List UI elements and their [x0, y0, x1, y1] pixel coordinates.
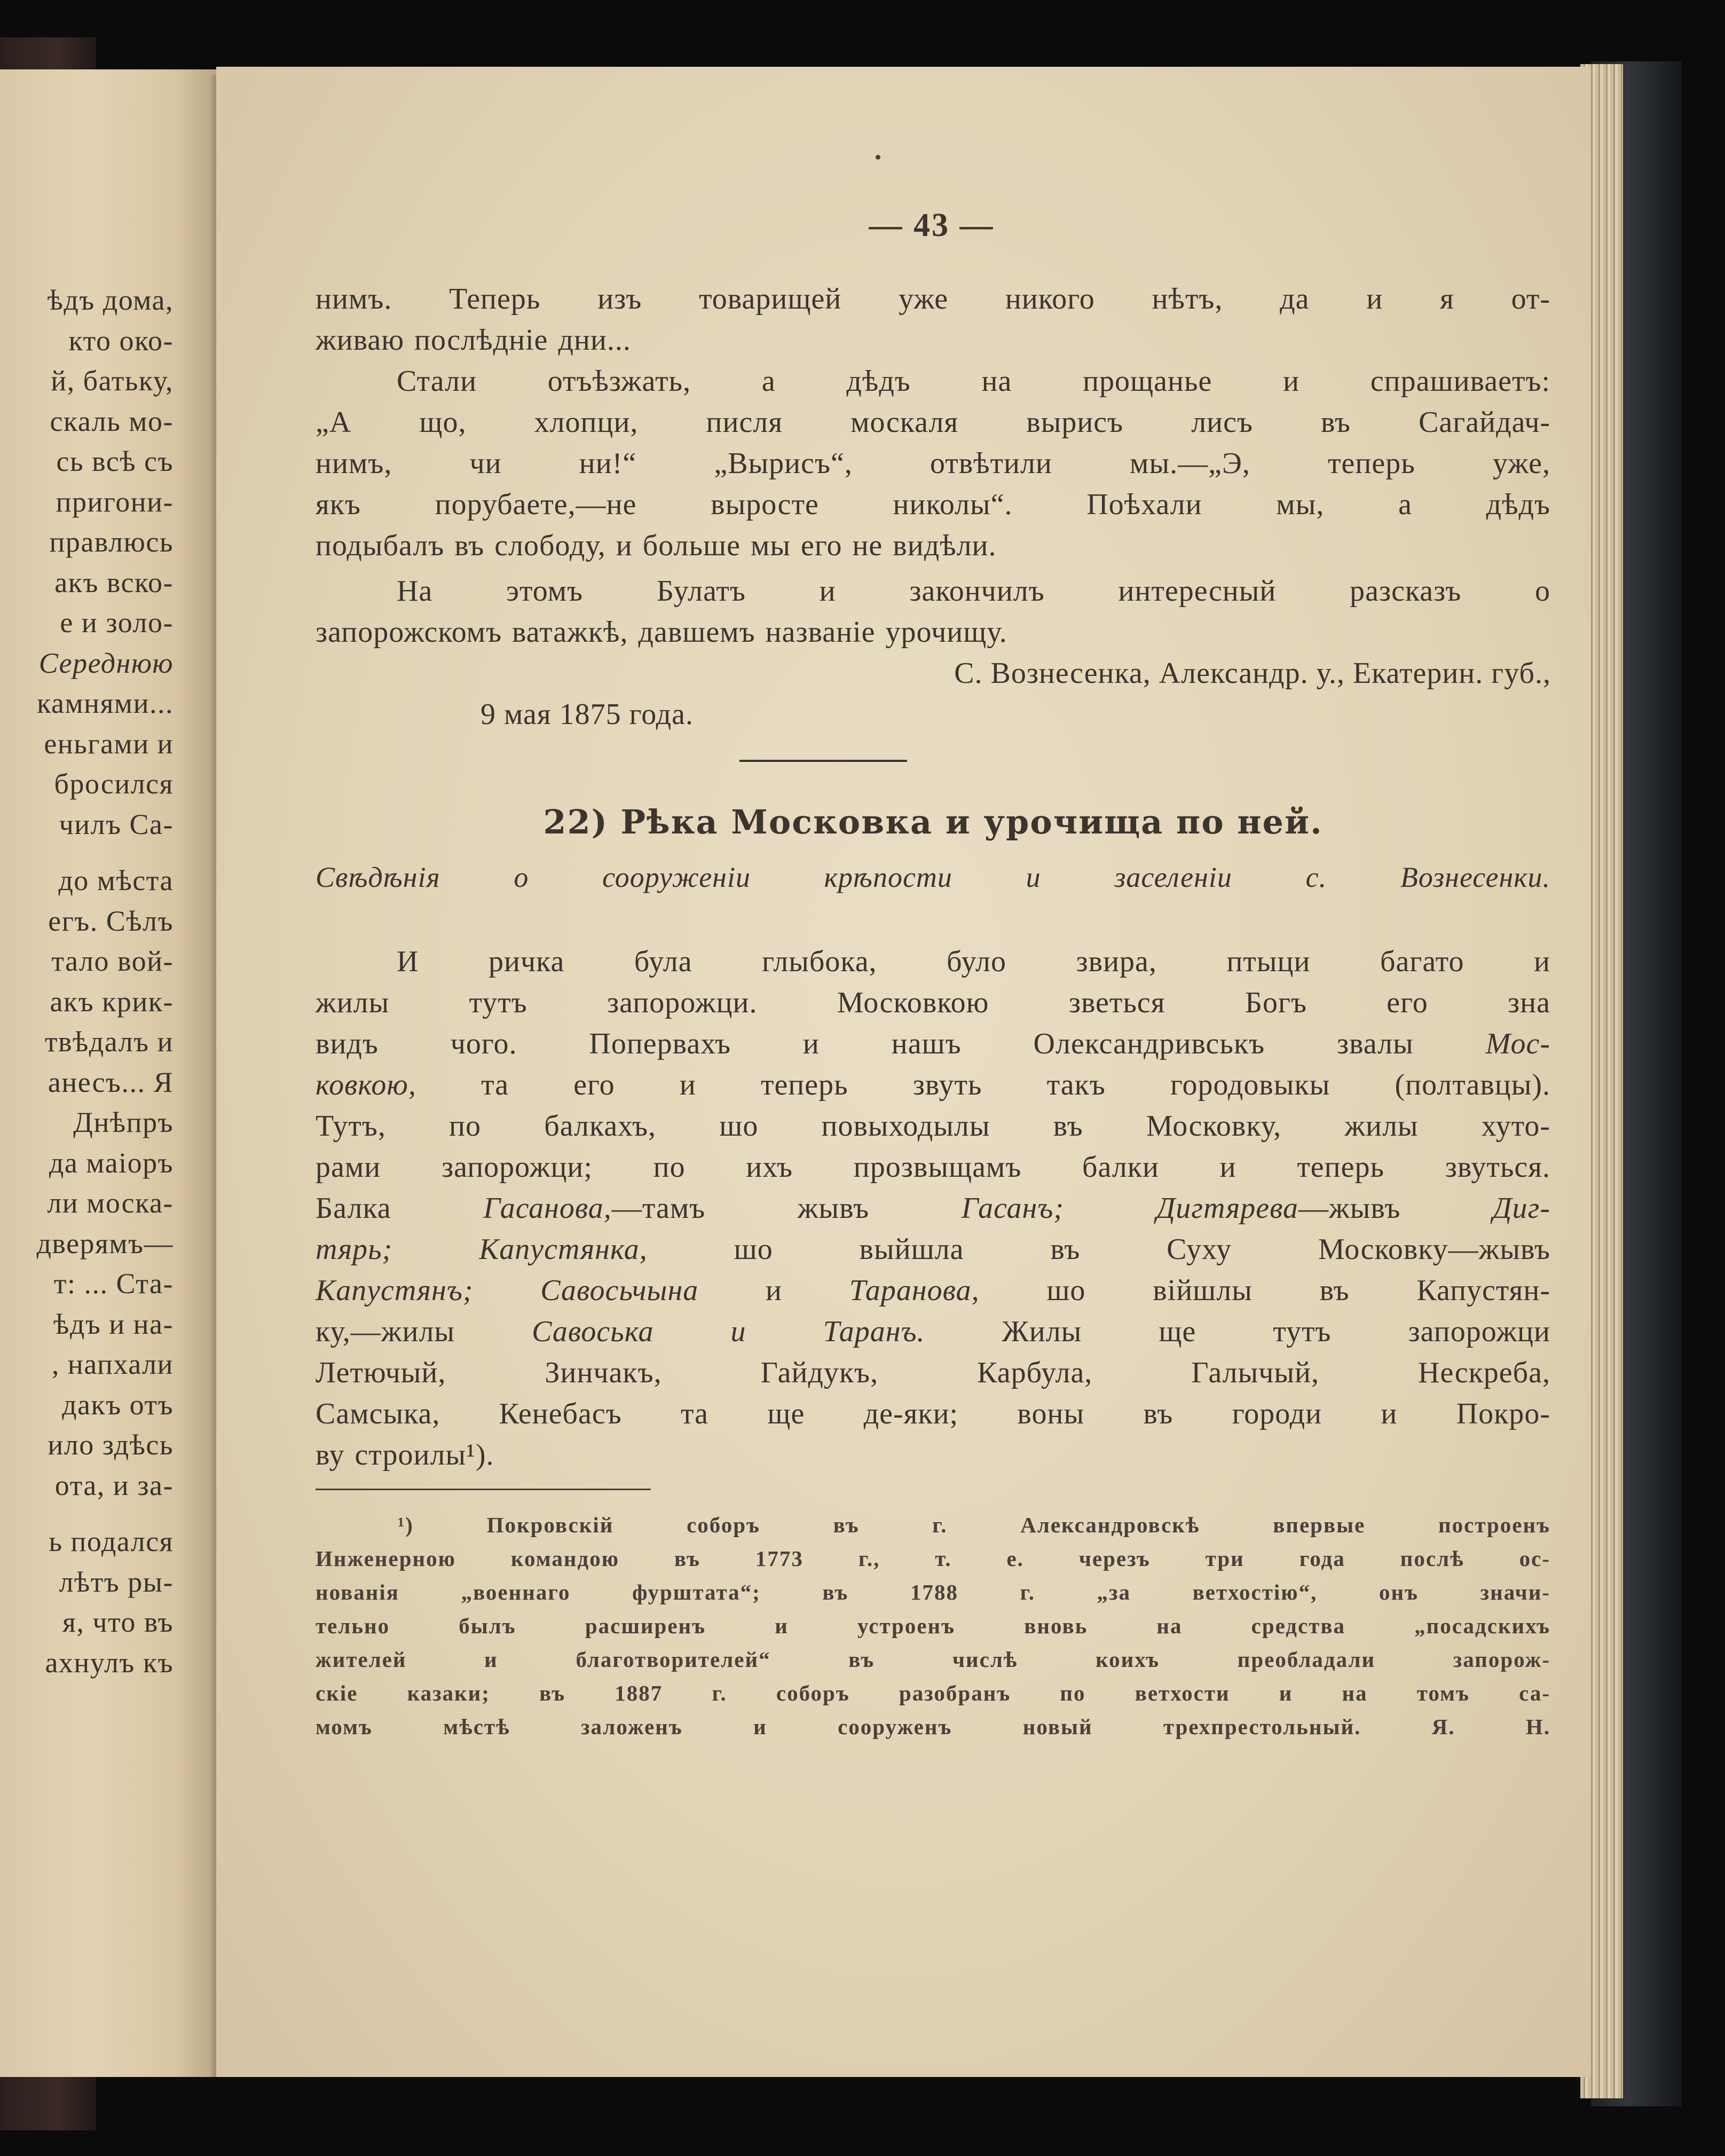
left-line: акъ крик-: [50, 985, 174, 1018]
section-title: 22) Рѣка Московка и урочища по ней.: [543, 802, 1323, 841]
italic-run: Диг-: [1492, 1192, 1551, 1225]
left-line: сь всѣ съ: [56, 445, 174, 477]
text-line: [316, 1024, 1550, 1065]
left-page: [0, 69, 219, 2077]
footnote-line: нованія „военнаго фурштата“; въ 1788 г. „за ветхостію“, онъ значи-: [316, 1580, 1550, 1604]
text-line: [316, 1229, 1550, 1270]
left-line: кто око-: [68, 324, 174, 357]
left-line: чилъ Са-: [59, 808, 174, 840]
text-line: нимъ, чи ни!“ „Вырисъ“, отвѣтили мы.—„Э, теперь уже,: [316, 447, 1550, 480]
footnote-line: момъ мѣстѣ заложенъ и сооруженъ новый трехпрестольный. Я. Н.: [316, 1714, 1550, 1739]
left-line: ахнулъ къ: [45, 1646, 174, 1679]
italic-run: Капустянъ; Савосьчына: [316, 1274, 699, 1307]
text-run: шо війшлы въ Капустян-: [979, 1274, 1551, 1307]
text-run: и: [698, 1274, 849, 1307]
left-line: правлюсь: [49, 526, 174, 558]
text-line: [316, 1188, 1550, 1229]
text-line: нимъ. Теперь изъ товарищей уже никого нѣтъ, да и я от-: [316, 282, 1550, 316]
text-run: —тамъ жывъ: [611, 1192, 962, 1225]
italic-run: Савоська и Таранъ.: [532, 1315, 925, 1348]
left-line: ѣдъ дома,: [47, 284, 174, 316]
left-line: ь подался: [49, 1525, 174, 1557]
text-line: якъ порубаете,—не выросте николы“. Поѣхали мы, а дѣдъ: [316, 488, 1550, 521]
text-line: рами запорожци; по ихъ прозвыщамъ балки и теперь звуться.: [316, 1151, 1550, 1184]
left-line: дакъ отъ: [62, 1388, 174, 1421]
text-line: подыбалъ въ слободу, и больше мы его не видѣли.: [316, 529, 997, 562]
text-line: живаю послѣдніе дни...: [316, 324, 631, 357]
italic-run: тярь; Капустянка,: [316, 1233, 648, 1266]
page-number: — 43 —: [869, 207, 995, 243]
footnote-line: ¹) Покровскій соборъ въ г. Александровскѣ впервые построенъ: [398, 1513, 1550, 1537]
left-line: т: ... Ста-: [53, 1268, 174, 1300]
left-line: я, что въ: [62, 1606, 174, 1638]
text-run: Балка: [316, 1192, 484, 1225]
left-line: акъ вско-: [54, 566, 174, 599]
italic-run: Гасанъ; Дигтярева: [961, 1192, 1298, 1225]
text-run: Жилы ще тутъ запорожци: [925, 1315, 1550, 1348]
left-line: й, батьку,: [51, 365, 174, 397]
left-line: твѣдалъ и: [44, 1026, 174, 1058]
left-line: тало вой-: [51, 945, 174, 977]
left-line: ило здѣсь: [48, 1429, 174, 1461]
footnote-line: Инженерною командою въ 1773 г., т. е. черезъ три года послѣ ос-: [316, 1546, 1550, 1571]
italic-run: Мос-: [1485, 1027, 1550, 1060]
left-line: да маіоръ: [49, 1146, 174, 1179]
left-line: камнями...: [37, 687, 174, 719]
left-line: ота, и за-: [54, 1469, 174, 1501]
text-line: запорожскомъ ватажкѣ, давшемъ названіе урочищу.: [316, 616, 1007, 649]
text-line: [316, 1270, 1550, 1311]
footnote-line: жителей и благотворителей“ въ числѣ коихъ преобладали запорож-: [316, 1647, 1550, 1672]
left-line: е и золо-: [60, 607, 174, 639]
left-line: Середнюю: [38, 647, 174, 679]
place-signature: С. Вознесенка, Александр. у., Екатерин. губ.,: [954, 657, 1551, 690]
footnote-rule: [316, 1489, 651, 1490]
left-line: пригони-: [56, 485, 174, 518]
date-signature: 9 мая 1875 года.: [481, 698, 694, 731]
left-line: дверямъ—: [36, 1227, 174, 1260]
text-line: ву строилы¹).: [316, 1438, 494, 1472]
right-page: [216, 67, 1591, 2077]
text-run: шо выйшла въ Суху Московку—жывъ: [647, 1233, 1550, 1266]
text-line: И ричка була глыбока, було звира, птыци багато и: [397, 945, 1550, 978]
section-subtitle: Свѣдѣнія о сооруженіи крѣпости и заселеніи с. Вознесенки.: [316, 861, 1550, 893]
left-line: до мѣста: [58, 864, 174, 896]
italic-run: Гасанова,: [483, 1192, 612, 1225]
left-line: еньгами и: [44, 727, 174, 760]
text-run: —жывъ: [1298, 1192, 1493, 1225]
left-line: егъ. Сѣлъ: [48, 904, 174, 937]
left-line: бросился: [54, 768, 174, 800]
left-line: , напхали: [51, 1348, 174, 1380]
text-run: та его и теперь звуть такъ городовыкы (полтавцы).: [416, 1068, 1550, 1101]
left-line: ѣдъ и на-: [53, 1308, 174, 1340]
left-line: ли моска-: [47, 1187, 174, 1219]
text-line: Стали отъѣзжать, а дѣдъ на прощанье и спрашиваетъ:: [397, 365, 1550, 398]
text-run: ку,—жилы: [316, 1315, 532, 1348]
text-line: Самсыка, Кенебасъ та ще де-яки; воны въ городи и Покро-: [316, 1397, 1550, 1430]
footnote-line: тельно былъ расширенъ и устроенъ вновь на средства „посадскихъ: [316, 1614, 1550, 1638]
text-line: Тутъ, по балкахъ, шо повыходылы въ Московку, жилы хуто-: [316, 1110, 1550, 1143]
left-line: лѣтъ ры-: [59, 1565, 174, 1598]
left-line: анесъ... Я: [48, 1066, 174, 1098]
text-line: [316, 1065, 1550, 1106]
left-page-text: [36, 280, 174, 1683]
text-line: „А що, хлопци, писля москаля вырисъ лисъ въ Сагайдач-: [316, 406, 1550, 439]
left-line: скаль мо-: [50, 405, 174, 437]
text-line: [316, 1311, 1550, 1352]
text-run: видъ чого. Попервахъ и нашъ Олександривськъ звалы: [316, 1027, 1486, 1060]
print-speck: [876, 155, 880, 160]
text-line: На этомъ Булатъ и закончилъ интересный разсказъ о: [397, 575, 1550, 608]
text-line: Летючый, Зинчакъ, Гайдукъ, Карбула, Галычый, Нескреба,: [316, 1356, 1550, 1389]
text-line: жилы тутъ запорожци. Московкою зветься Богъ его зна: [316, 986, 1550, 1019]
section-divider: [739, 760, 907, 762]
italic-run: ковкою,: [316, 1068, 416, 1101]
footnote-line: скіе казаки; въ 1887 г. соборъ разобранъ по ветхости и на томъ са-: [316, 1681, 1550, 1705]
italic-run: Таранова,: [849, 1274, 980, 1307]
left-line: Днѣпръ: [73, 1106, 174, 1138]
